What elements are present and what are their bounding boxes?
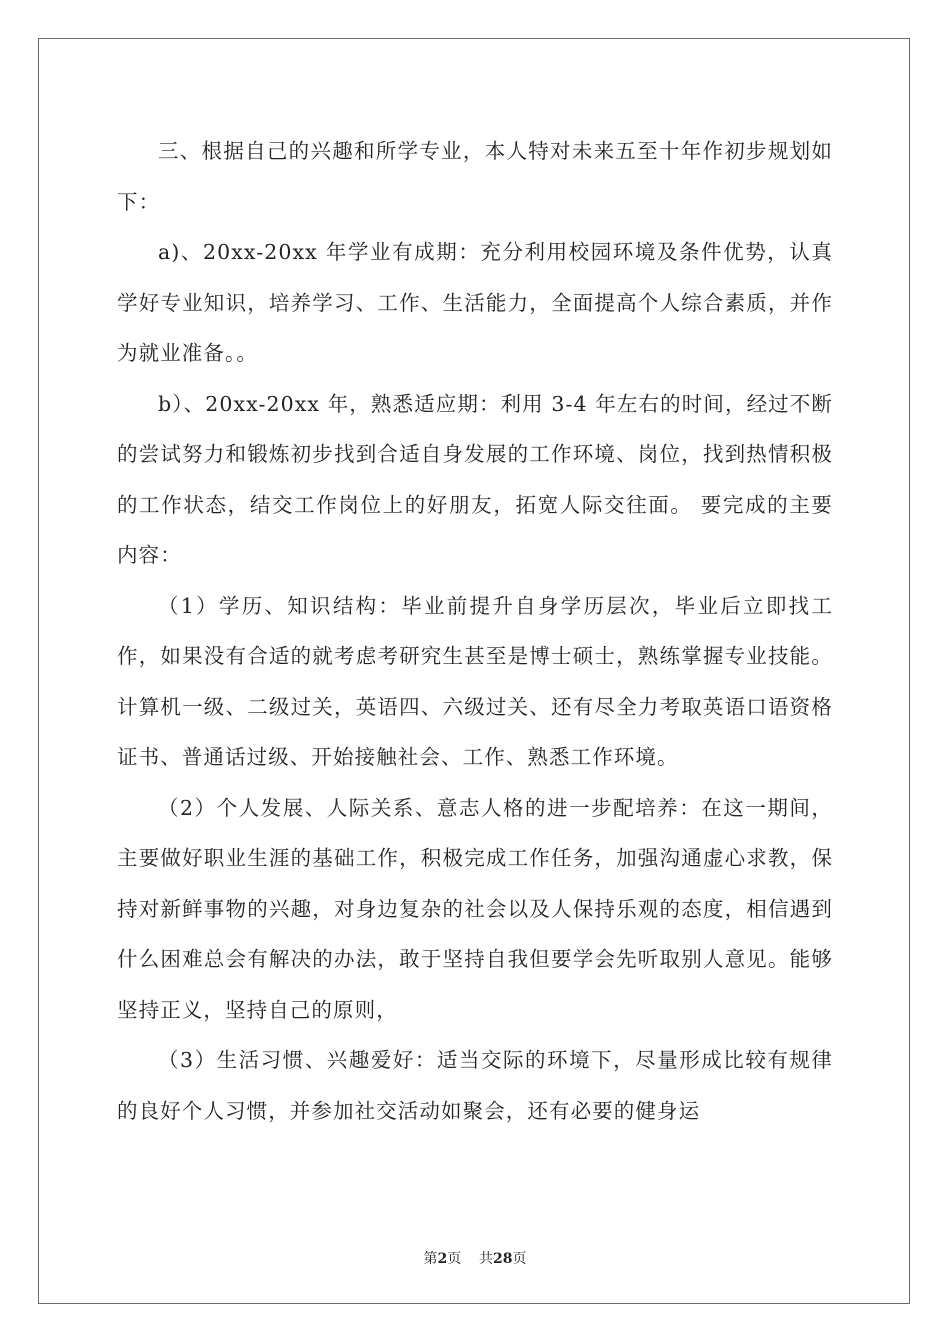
paragraph-plan-intro: 三、根据自己的兴趣和所学专业，本人特对未来五至十年作初步规划如下：	[117, 139, 833, 214]
page-footer	[0, 1248, 950, 1268]
document-body	[117, 126, 833, 1136]
footer-total-pages: 28	[493, 1251, 513, 1267]
paragraph-item-3: （3）生活习惯、兴趣爱好：适当交际的环境下，尽量形成比较有规律的良好个人习惯，并参加社交活动如聚会，还有必要的健身运	[117, 1048, 833, 1123]
footer-total-suffix: 页	[512, 1251, 527, 1267]
paragraph-phase-b: b）、20xx-20xx 年，熟悉适应期：利用 3-4 年左右的时间，经过不断的尝试努力和锻炼初步找到合适自身发展的工作环境、岗位，找到热情积极的工作状态，结交工作岗位上的好朋友，拓宽人际交往面。 要完成的主要内容：	[117, 391, 833, 567]
paragraph-item-1: （1）学历、知识结构：毕业前提升自身学历层次，毕业后立即找工作，如果没有合适的就考虑考研究生甚至是博士硕士，熟练掌握专业技能。计算机一级、二级过关，英语四、六级过关、还有尽全力考取英语口语资格证书、普通话过级、开始接触社会、工作、熟悉工作环境。	[117, 593, 833, 769]
footer-page-number: 2	[437, 1251, 448, 1267]
footer-page-suffix: 页	[447, 1251, 462, 1267]
paragraph-phase-a: a)、20xx-20xx 年学业有成期：充分利用校园环境及条件优势，认真学好专业知识，培养学习、工作、生活能力，全面提高个人综合素质，并作为就业准备。。	[117, 240, 833, 365]
footer-page-prefix: 第	[423, 1251, 438, 1267]
paragraph-item-2: （2）个人发展、人际关系、意志人格的进一步配培养：在这一期间，主要做好职业生涯的基础工作，积极完成工作任务，加强沟通虚心求教，保持对新鲜事物的兴趣，对身边复杂的社会以及人保持乐观的态度，相信遇到什么困难总会有解决的办法，敢于坚持自我但要学会先听取别人意见。能够坚持正义，坚持自己的原则，	[117, 795, 833, 1022]
footer-total-prefix: 共	[479, 1251, 494, 1267]
